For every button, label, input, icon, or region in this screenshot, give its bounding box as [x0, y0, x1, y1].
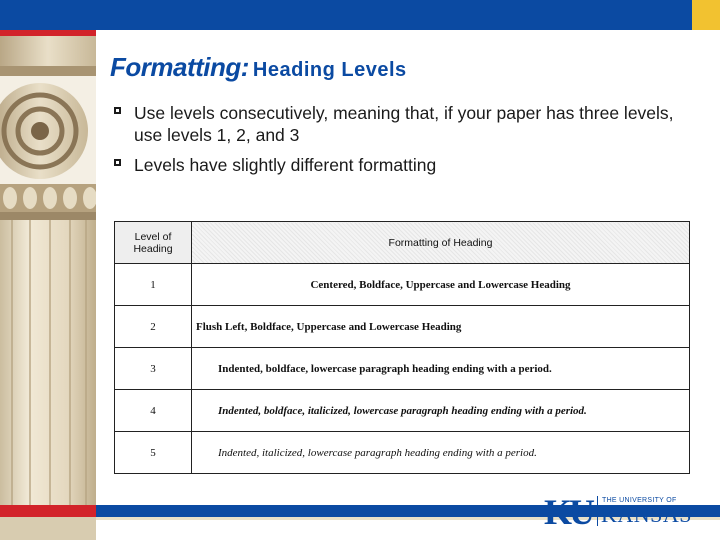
level-cell: 4 [115, 390, 192, 432]
square-bullet-icon [114, 159, 121, 166]
square-bullet-icon [114, 107, 121, 114]
format-cell: Indented, boldface, italicized, lowercase paragraph heading ending with a period. [192, 390, 690, 432]
header-formatting: Formatting of Heading [192, 222, 690, 264]
ku-mark: KU [544, 492, 592, 532]
top-blue-bar [0, 0, 692, 30]
logo-university-of: THE UNIVERSITY OF [602, 497, 677, 504]
table-row [115, 306, 690, 348]
table-row [115, 432, 690, 474]
heading-levels-table [114, 221, 690, 474]
logo-divider [597, 496, 598, 526]
bullet-item [112, 102, 692, 146]
table-row [115, 264, 690, 306]
table-row [115, 348, 690, 390]
ku-logo [544, 492, 694, 532]
header-level: Level of Heading [115, 222, 192, 264]
format-cell: Flush Left, Boldface, Uppercase and Lowercase Heading [192, 306, 690, 348]
bullet-text: Levels have slightly different formatting [134, 155, 437, 175]
title-sub: Heading Levels [252, 59, 407, 81]
slide-title [110, 52, 407, 83]
bottom-red-bar [0, 505, 96, 517]
column-base [0, 517, 96, 540]
level-cell: 2 [115, 306, 192, 348]
title-main: Formatting: [110, 52, 249, 82]
logo-kansas: KANSAS [601, 502, 693, 527]
table-row [115, 390, 690, 432]
top-gold-bar [692, 0, 720, 30]
level-cell: 3 [115, 348, 192, 390]
format-cell: Indented, italicized, lowercase paragraph heading ending with a period. [192, 432, 690, 474]
format-cell: Centered, Boldface, Uppercase and Lowercase Heading [192, 264, 690, 306]
column-illustration [0, 36, 96, 505]
level-cell: 5 [115, 432, 192, 474]
bullet-item [112, 154, 692, 176]
bullet-text: Use levels consecutively, meaning that, if your paper has three levels, use levels 1, 2, and 3 [134, 103, 674, 145]
format-cell: Indented, boldface, lowercase paragraph heading ending with a period. [192, 348, 690, 390]
table-header-row [115, 222, 690, 264]
level-cell: 1 [115, 264, 192, 306]
bullet-list [112, 102, 692, 184]
